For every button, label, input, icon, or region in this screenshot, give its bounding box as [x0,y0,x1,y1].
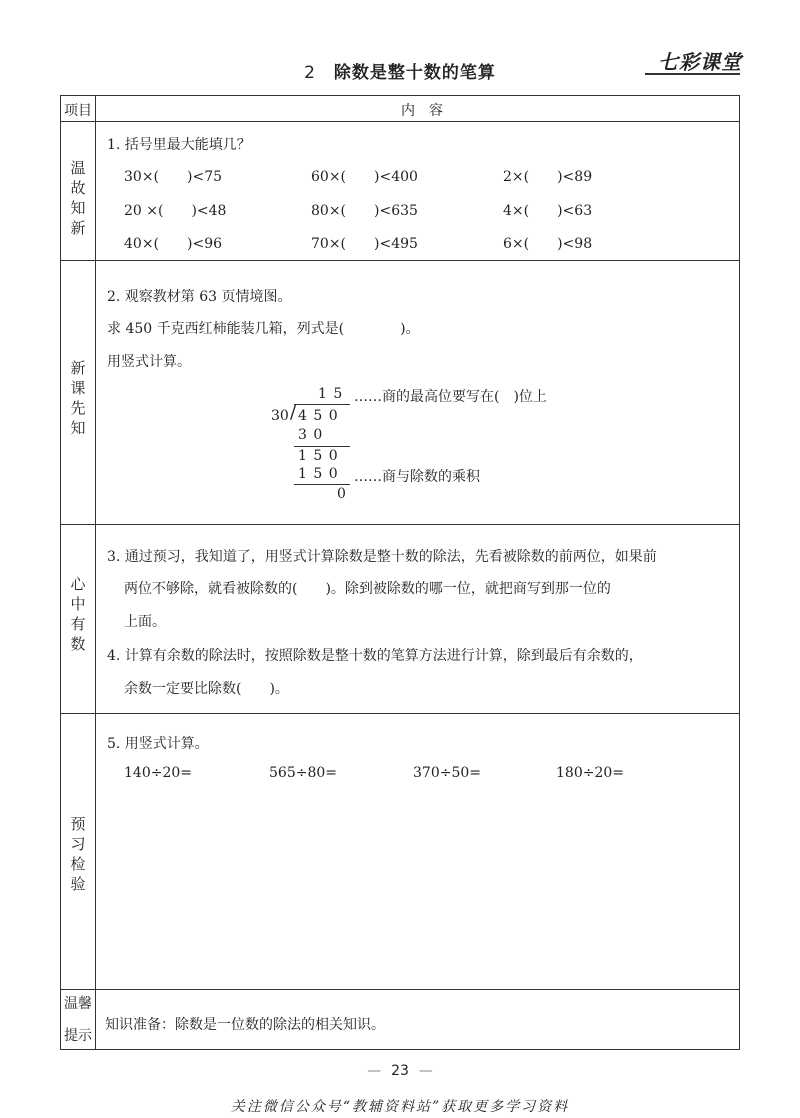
header-col-project: 项目 [64,103,92,119]
question-1: 1. 括号里最大能填几？ [107,137,251,153]
section-number: 2 [304,63,316,83]
review-item: 4×( )<63 [503,203,593,219]
question-3-line: 两位不够除，就看被除数的( )。除到被除数的哪一位，就把商写到那一位的 [124,581,611,597]
row-divider [61,524,739,525]
review-item: 70×( )<495 [311,236,418,252]
label-review: 温 故 知 新 [70,159,86,237]
division-note-1: ……商的最高位要写在( )位上 [354,389,547,405]
division-step: 3 0 [298,427,324,443]
review-item: 2×( )<89 [503,169,593,185]
question-4-line: 余数一定要比除数( )。 [124,681,289,697]
label-check: 预 习 检 验 [70,815,86,893]
division-step: 1 5 0 [298,448,339,464]
label-tips-bottom: 提示 [64,1028,92,1044]
division-quotient: 1 5 [318,386,344,402]
review-item: 20 ×( )<48 [124,203,227,219]
division-remainder: 0 [337,486,346,502]
problem: 370÷50= [413,765,481,781]
row-divider [61,989,739,990]
row-divider [61,121,739,122]
division-bracket: / [290,402,297,423]
problem: 180÷20= [556,765,624,781]
brand-logo: 七彩课堂 [658,50,742,74]
review-item: 80×( )<635 [311,203,418,219]
section-title: 除数是整十数的笔算 [333,63,496,83]
page-number-value: 23 [391,1063,409,1079]
review-item: 40×( )<96 [124,236,223,252]
review-item: 30×( )<75 [124,169,223,185]
question-2: 2. 观察教材第 63 页情境图。 [107,289,292,305]
division-note-2: ……商与除数的乘积 [354,469,480,485]
question-4: 4. 计算有余数的除法时，按照除数是整十数的笔算方法进行计算，除到最后有余数的， [107,648,643,664]
problem: 140÷20= [124,765,192,781]
brand-underline [645,73,740,75]
division-divisor: 30 [271,408,289,424]
column-divider [95,96,96,1049]
question-3: 3. 通过预习，我知道了，用竖式计算除数是整十数的除法，先看被除数的前两位，如果前 [107,549,657,565]
page-number: — 23 — [367,1063,433,1079]
question-2-line: 用竖式计算。 [107,354,191,370]
label-summary: 心 中 有 数 [70,575,86,653]
tips-text: 知识准备：除数是一位数的除法的相关知识。 [105,1017,385,1033]
review-item: 60×( )<400 [311,169,418,185]
problem: 565÷80= [269,765,337,781]
question-2-line: 求 450 千克西红柿能装几箱，列式是( )。 [107,321,420,337]
watermark: 关注微信公众号“教辅资料站”获取更多学习资料 [230,1099,570,1115]
question-3-line: 上面。 [124,614,166,630]
division-rule [294,446,350,447]
label-tips-top: 温馨 [64,996,92,1012]
review-item: 6×( )<98 [503,236,593,252]
division-rule [294,484,350,485]
division-bracket-top [294,404,350,405]
worksheet-table [60,95,740,1050]
division-step: 1 5 0 [298,466,339,482]
label-new-lesson: 新 课 先 知 [70,359,86,437]
row-divider [61,713,739,714]
division-dividend: 4 5 0 [298,408,339,424]
header-col-content: 内 容 [401,103,443,119]
row-divider [61,260,739,261]
question-5: 5. 用竖式计算。 [107,736,209,752]
